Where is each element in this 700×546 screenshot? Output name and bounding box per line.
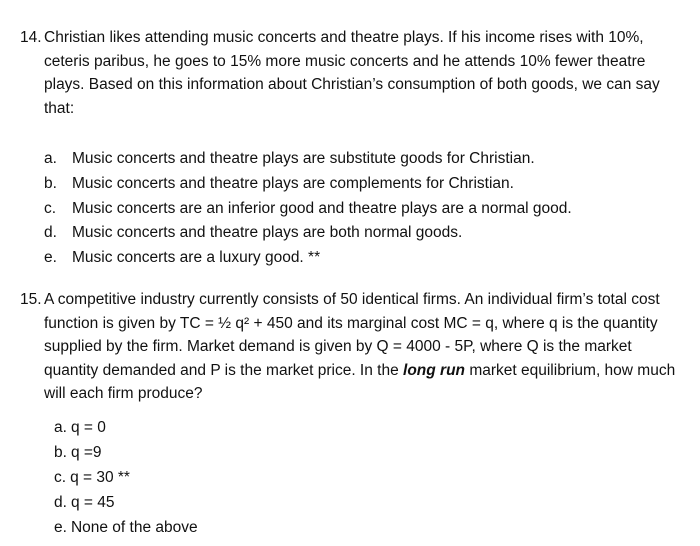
option-text: q =9	[70, 443, 102, 461]
option-text: Music concerts and theatre plays are both normal goods.	[72, 224, 463, 242]
option-letter: a.	[54, 418, 67, 436]
answer-option-e	[20, 515, 688, 540]
stem-emphasis: long run	[403, 361, 466, 379]
option-letter: c.	[54, 468, 67, 486]
option-text: None of the above	[70, 519, 198, 537]
answer-option-b	[20, 172, 688, 197]
question-number: 15.	[20, 291, 42, 308]
option-text: Music concerts and theatre plays are substitute goods for Christian.	[72, 150, 535, 167]
option-letter: e.	[44, 249, 57, 267]
option-letter: b.	[44, 174, 57, 192]
option-letter: a.	[44, 150, 57, 167]
option-letter: c.	[44, 199, 57, 217]
option-text: Music concerts are a luxury good. **	[72, 249, 321, 267]
question-stem	[44, 288, 688, 406]
stem-text: market equilibrium, how much will each firm produce?	[44, 361, 676, 402]
answer-option-c	[20, 465, 688, 490]
answer-option-d	[20, 490, 688, 515]
answer-option-a	[20, 415, 688, 440]
option-text: q = 30 **	[70, 468, 130, 486]
question-stem: Christian likes attending music concerts and theatre plays. If his income rises with 10%, ceteris paribus, he goes to 15% more music concerts and he attends 10% fewer theatre plays. Based on this information about Christian’s consumption of both goods, we can say that:	[44, 29, 660, 117]
answer-options	[20, 147, 688, 271]
option-text: Music concerts are an inferior good and theatre plays are a normal good.	[72, 199, 572, 217]
answer-option-a	[20, 147, 688, 172]
option-letter: b.	[54, 443, 67, 461]
option-text: Music concerts and theatre plays are complements for Christian.	[72, 174, 514, 192]
option-text: q = 0	[70, 418, 106, 436]
answer-option-b	[20, 440, 688, 465]
stem-text: A competitive industry currently consists of 50 identical firms. An individual firm’s total cost function is given by TC = ½ q² + 450 and its marginal cost MC = q, where q is the quantity supplied by the firm. Market demand is given by Q = 4000 - 5P, where Q is the market quantity demanded and P is the market price. In the	[44, 291, 660, 379]
option-letter: d.	[44, 224, 57, 242]
option-letter: e.	[54, 519, 67, 537]
answer-option-e	[20, 246, 688, 271]
answer-option-d	[20, 221, 688, 246]
question-14	[20, 26, 688, 271]
option-letter: d.	[54, 494, 67, 512]
answer-option-c	[20, 197, 688, 222]
question-number: 14.	[20, 29, 42, 46]
question-15	[20, 288, 688, 540]
option-text: q = 45	[70, 494, 115, 512]
answer-options	[20, 415, 688, 541]
